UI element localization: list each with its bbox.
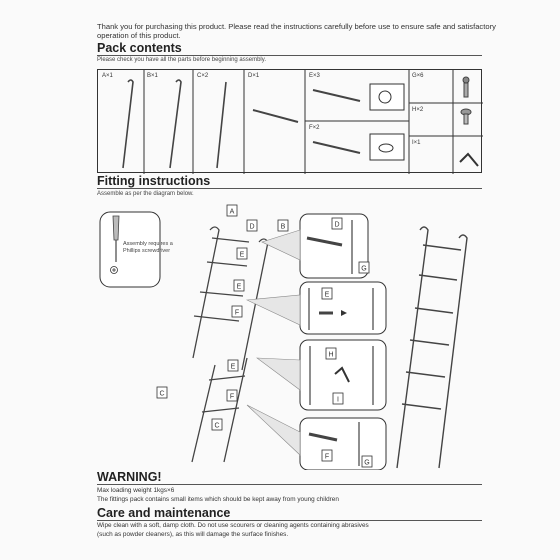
callout-b: B bbox=[280, 223, 286, 231]
part-a-pole-icon bbox=[123, 80, 133, 168]
detail-1-callout-g: G bbox=[361, 265, 367, 273]
warning-rule bbox=[97, 484, 482, 485]
callout-c-2: C bbox=[214, 422, 220, 430]
part-i-allen-key-icon bbox=[460, 154, 478, 166]
part-d-label: D×1 bbox=[248, 73, 260, 79]
part-e-endcap-icon bbox=[370, 84, 404, 110]
detail-panel-1 bbox=[300, 214, 369, 278]
detail-2-callout-e: E bbox=[324, 291, 330, 299]
part-h-label: H×2 bbox=[412, 107, 424, 113]
warning-title: WARNING! bbox=[97, 470, 162, 484]
callout-e-1: E bbox=[239, 251, 245, 259]
fitting-rule bbox=[97, 188, 482, 189]
part-b-pole-icon bbox=[170, 80, 181, 168]
detail-panel-3 bbox=[300, 340, 386, 410]
part-h-screw-icon bbox=[461, 109, 471, 124]
part-f-label: F×2 bbox=[309, 125, 320, 131]
part-g-label: G×6 bbox=[412, 73, 424, 79]
assembly-diagram bbox=[97, 200, 482, 470]
care-line-2: (such as powder cleaners), as this will damage the surface finishes. bbox=[97, 531, 289, 538]
detail-3-callout-h: H bbox=[328, 351, 334, 359]
part-c-pole-icon bbox=[217, 82, 226, 168]
part-e-rung-icon bbox=[313, 90, 360, 101]
detail-panel-2 bbox=[300, 282, 386, 334]
detail-4-callout-f: F bbox=[324, 453, 330, 461]
detail-3-callout-i: I bbox=[337, 396, 339, 404]
note-line-2: Phillips screwdriver bbox=[123, 248, 171, 254]
fitting-subtitle: Assemble as per the diagram below. bbox=[97, 191, 194, 197]
note-line-1: Assembly requires a bbox=[123, 241, 173, 247]
callout-c-1: C bbox=[159, 390, 165, 398]
callout-f-2: F bbox=[229, 393, 235, 401]
part-i-label: I×1 bbox=[412, 140, 421, 146]
lower-ladder-drawing bbox=[192, 358, 247, 462]
callout-e-2: E bbox=[236, 283, 242, 291]
callout-f-1: F bbox=[234, 309, 240, 317]
part-c-label: C×2 bbox=[197, 73, 209, 79]
care-rule bbox=[97, 520, 482, 521]
parts-grid bbox=[97, 69, 482, 173]
part-f-endcap-icon bbox=[370, 134, 404, 160]
care-line-1: Wipe clean with a soft, damp cloth. Do not use scourers or cleaning agents containing abrasives bbox=[97, 522, 369, 529]
part-b-label: B×1 bbox=[147, 73, 158, 79]
callout-a: A bbox=[229, 208, 235, 216]
care-title: Care and maintenance bbox=[97, 506, 231, 520]
warning-line-1: Max loading weight 1kgs×6 bbox=[97, 487, 175, 494]
parts-drawing bbox=[98, 70, 483, 174]
detail-panel-4 bbox=[300, 418, 386, 470]
part-a-label: A×1 bbox=[102, 73, 113, 79]
screwdriver-note-box bbox=[100, 212, 174, 287]
callout-e-3: E bbox=[230, 363, 236, 371]
screwdriver-icon bbox=[113, 216, 119, 240]
part-f-rung-icon bbox=[313, 142, 360, 153]
part-e-label: E×3 bbox=[309, 73, 320, 79]
assembled-ladder-drawing bbox=[397, 227, 467, 468]
pack-contents-title: Pack contents bbox=[97, 41, 182, 55]
part-d-rung-icon bbox=[253, 110, 298, 122]
detail-1-callout-d: D bbox=[334, 221, 340, 229]
upper-ladder-drawing bbox=[193, 227, 268, 370]
callout-d: D bbox=[249, 223, 255, 231]
warning-line-2: The fittings pack contains small items which should be kept away from young children bbox=[97, 496, 339, 503]
pack-contents-rule bbox=[97, 55, 482, 56]
part-g-screw-icon bbox=[463, 77, 469, 97]
pack-contents-subtitle: Please check you have all the parts before beginning assembly. bbox=[97, 57, 266, 63]
pointer-wedges bbox=[247, 230, 300, 455]
fitting-title: Fitting instructions bbox=[97, 174, 211, 188]
detail-4-callout-g: G bbox=[364, 459, 370, 467]
intro-text: Thank you for purchasing this product. Please read the instructions carefully before use to ensure safe and satisfactory operation of this product. bbox=[97, 22, 496, 40]
